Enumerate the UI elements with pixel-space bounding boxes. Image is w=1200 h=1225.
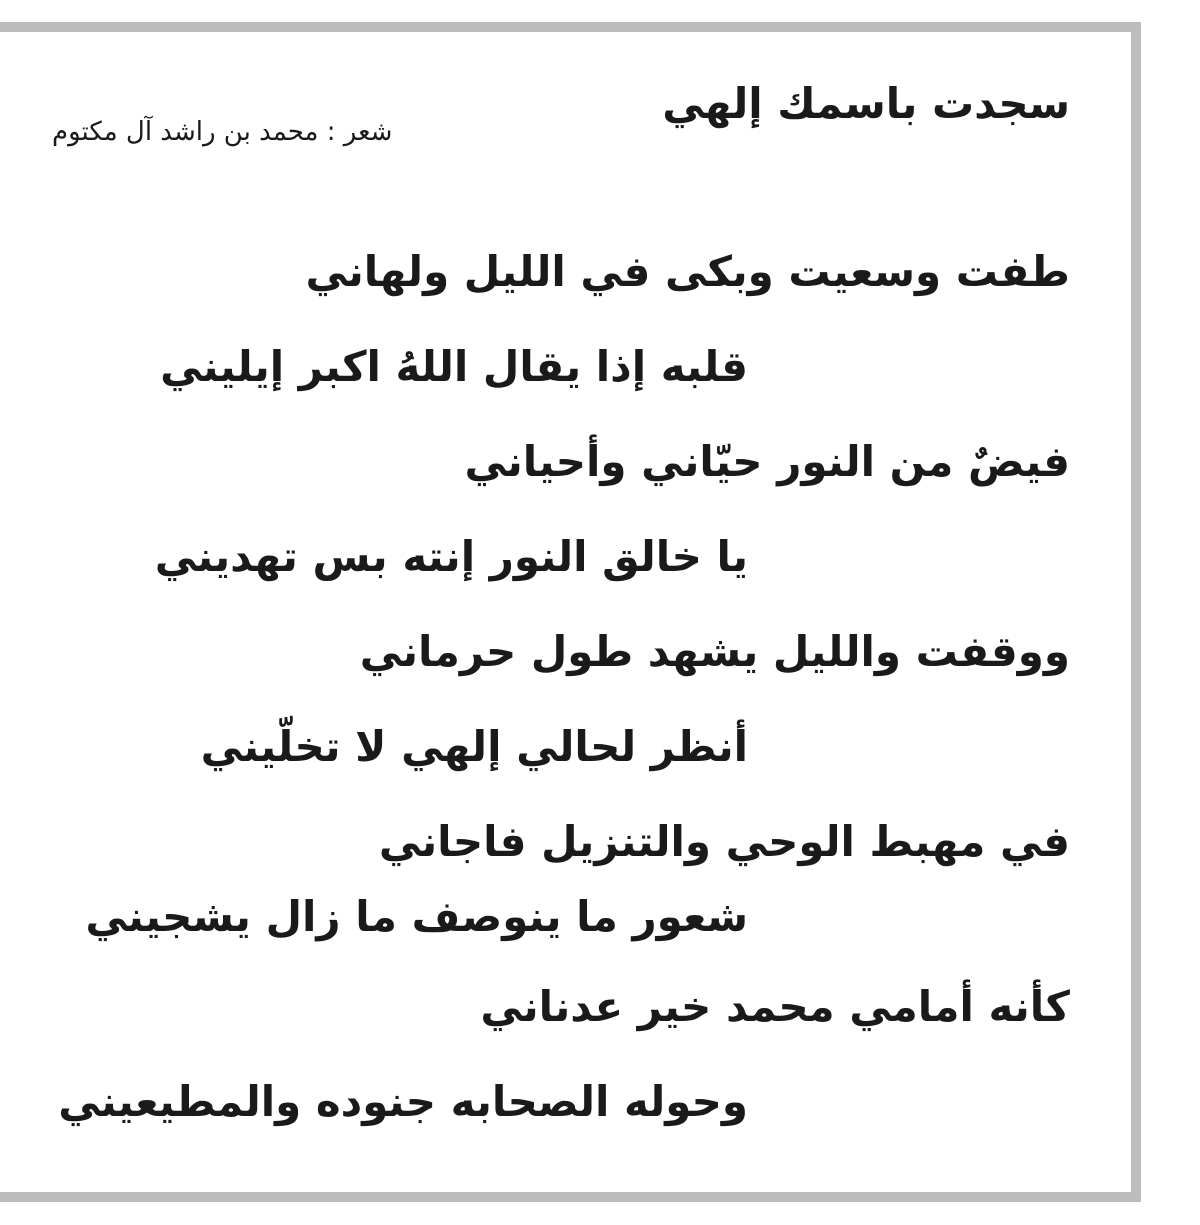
verse-line-2: قلبه إذا يقال اللهُ اكبر إيليني [160, 342, 748, 391]
verse-line-3: فيضٌ من النور حيّاني وأحياني [464, 437, 1070, 486]
verse-line-9: كأنه أمامي محمد خير عدناني [480, 982, 1070, 1031]
verse-line-1: طفت وسعيت وبكى في الليل ولهاني [305, 247, 1070, 296]
verse-line-6: أنظر لحالي إلهي لا تخلّيني [200, 722, 748, 771]
verse-line-5: ووقفت والليل يشهد طول حرماني [359, 627, 1070, 676]
verse-line-10: وحوله الصحابه جنوده والمطيعيني [58, 1077, 748, 1126]
poem-title: سجدت باسمك إلهي [662, 79, 1070, 128]
verse-line-8: شعور ما ينوصف ما زال يشجيني [85, 892, 748, 941]
verse-line-7: في مهبط الوحي والتنزيل فاجاني [378, 817, 1070, 866]
poem-byline: شعر : محمد بن راشد آل مكتوم [52, 117, 393, 147]
verse-line-4: يا خالق النور إنته بس تهديني [154, 532, 748, 581]
